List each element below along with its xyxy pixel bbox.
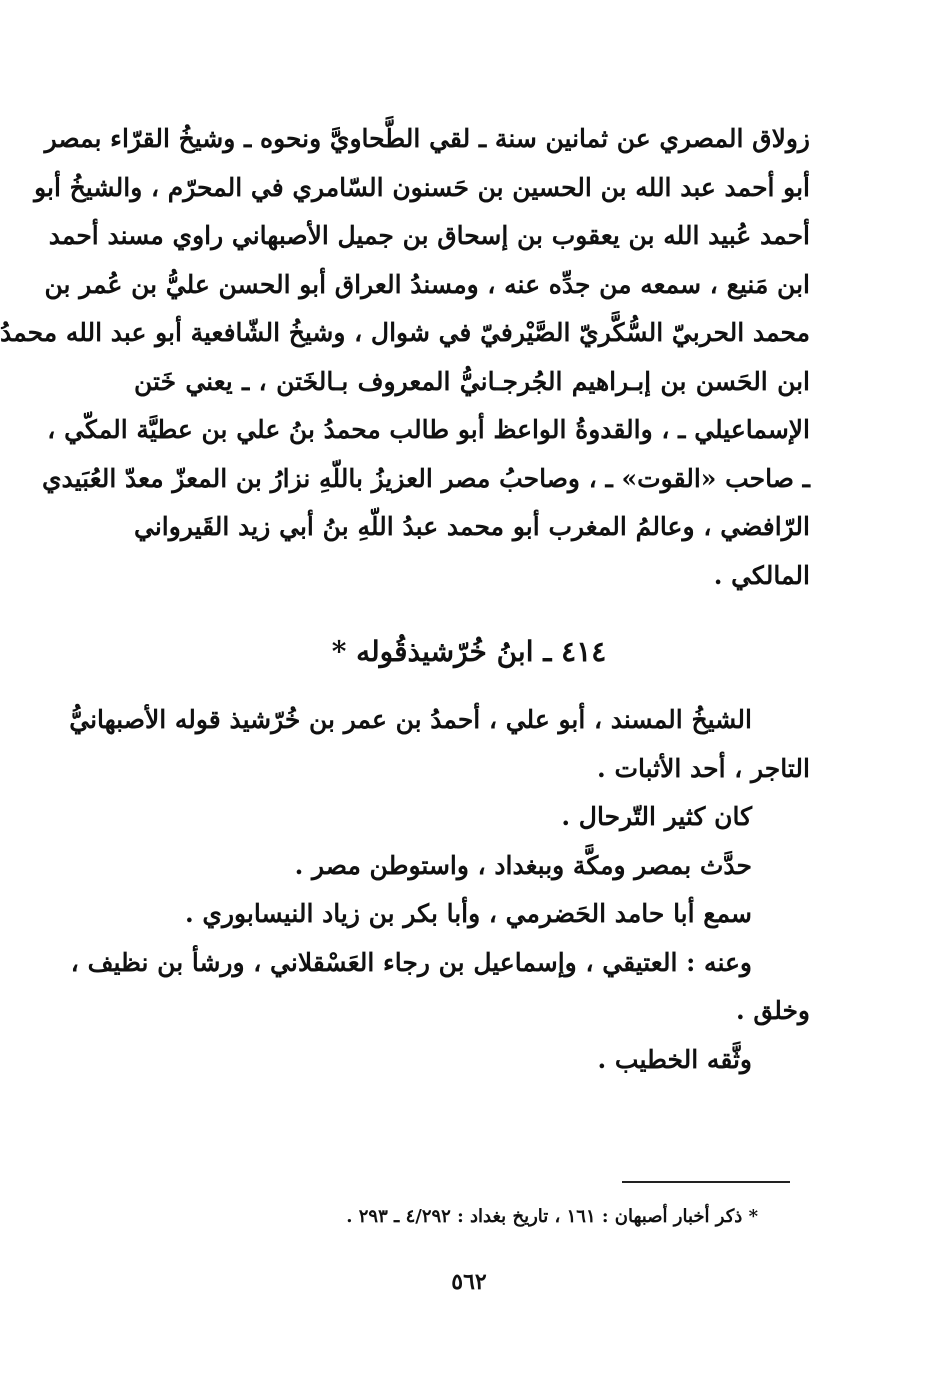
entry-heading: ٤١٤ ـ ابنُ خُرّشيذقُوله * [331, 635, 607, 668]
text-line: أحمد عُبيد الله بن يعقوب بن إسحاق بن جميل الأصبهاني راوي مسند أحمد [48, 221, 810, 250]
bio-line: الشيخُ المسند ، أبو علي ، أحمدُ بن عمر بن خُرّشيذ قوله الأصبهانيُّ [69, 705, 752, 734]
text-line: ـ صاحب «القوت» ـ ، وصاحبُ مصر العزيزُ باللّهِ نزارُ بن المعزّ معدّ العُبَيدي [41, 463, 810, 493]
text-line: ابن مَنيع ، سمعه من جدِّه عنه ، ومسندُ العراق أبو الحسن عليُّ بن عُمر بن [44, 269, 810, 299]
bio-line: سمع أبا حامد الحَضرمي ، وأبا بكر بن زياد النيسابوري . [184, 899, 752, 928]
bio-line: وعنه : العتيقي ، وإسماعيل بن رجاء العَسْقلاني ، ورشأ بن نظيف ، [70, 947, 752, 977]
text-line: الرّافضي ، وعالمُ المغرب أبو محمد عبدُ اللّهِ بنُ أبي زيد القَيرواني [134, 512, 810, 541]
bio-line: كان كثير التّرحال . [561, 802, 752, 831]
text-line: أبو أحمد عبد الله بن الحسين بن حَسنون السّامري في المحرّم ، والشيخُ أبو [34, 172, 810, 202]
footnote-divider [622, 1181, 790, 1183]
text-line: الإسماعيلي ـ ، والقدوةُ الواعظ أبو طالب محمدُ بنُ علي بن عطيَّة المكّي ، [47, 415, 810, 444]
text-line: المالكي . [713, 560, 810, 590]
footnote: * ذكر أخبار أصبهان : ١٦١ ، تاريخ بغداد : ٤/٢٩٢ ـ ٢٩٣ . [346, 1206, 758, 1227]
text-line: محمد الحربيّ السُّكَّريّ الصَّيْرفيّ في شوال ، وشيخُ الشّافعية أبو عبد الله محمدُ [0, 318, 810, 347]
page-number: ٥٦٢ [451, 1269, 487, 1295]
continuation-paragraph [0, 115, 810, 600]
bio-line: وثَّقه الخطيب . [597, 1044, 752, 1074]
text-line: ابن الحَسن بن إبـراهيم الجُرجـانيُّ المعروف بـالخَتن ، ـ يعني خَتن [134, 366, 810, 396]
text-line: زولاق المصري عن ثمانين سنة ـ لقي الطَّحاويَّ ونحوه ـ وشيخُ القرّاء بمصر [44, 124, 810, 153]
bio-line: حدَّث بمصر ومكَّة وببغداد ، واستوطن مصر . [294, 850, 752, 880]
bio-line: وخلق . [735, 996, 810, 1025]
biography-section [69, 696, 810, 1084]
bio-line: التاجر ، أحد الأثبات . [597, 753, 810, 783]
